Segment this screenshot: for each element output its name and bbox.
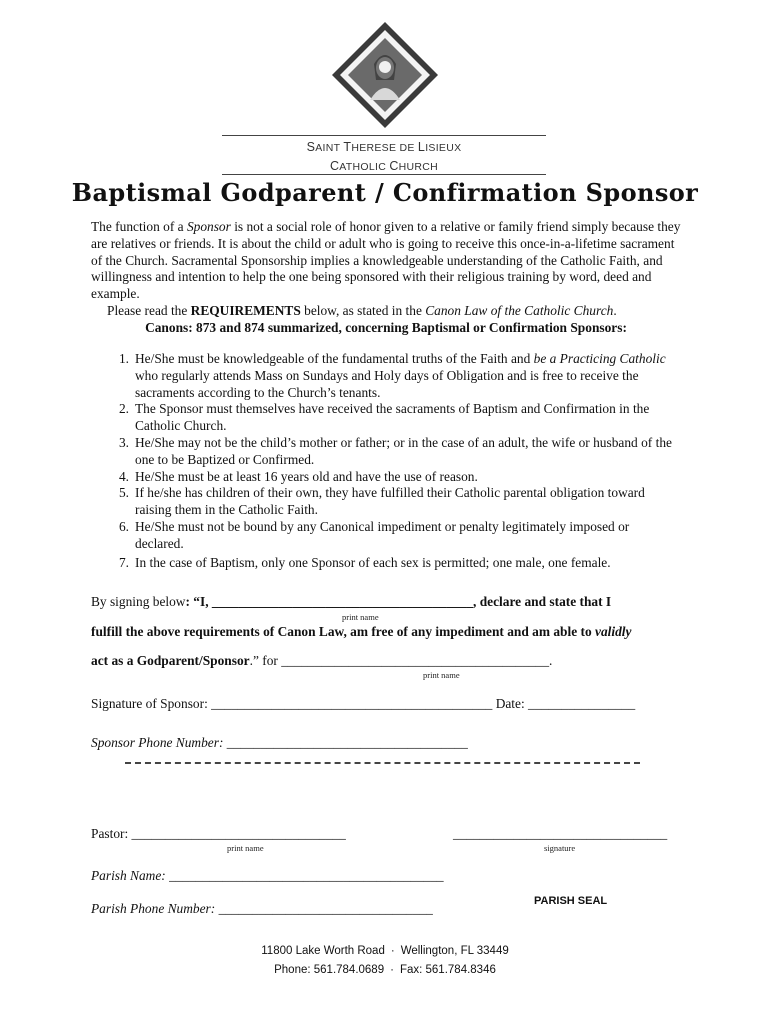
header-rule-top: [222, 135, 546, 136]
print-name-label-2: print name: [423, 670, 460, 680]
header-rule-bottom: [222, 174, 546, 175]
church-emblem-icon: [330, 20, 440, 130]
print-name-label: print name: [342, 612, 379, 622]
page-title: Baptismal Godparent / Confirmation Sponsor: [71, 178, 699, 207]
sponsor-signature-line: Signature of Sponsor: __________________________________________ Date: ________________: [91, 696, 636, 711]
canons-heading: Canons: 873 and 874 summarized, concerning Baptismal or Confirmation Sponsors:: [145, 320, 627, 335]
sponsor-phone-line: Sponsor Phone Number: ____________________________________: [91, 735, 468, 750]
parish-name-field[interactable]: _________________________________________: [169, 868, 444, 883]
list-item: 2. The Sponsor must themselves have received the sacraments of Baptism and Confirmation in the Catholic Church.: [118, 401, 650, 434]
godchild-name-field[interactable]: ________________________________________: [281, 653, 550, 668]
list-item: 6. He/She must not be bound by any Canonical impediment or penalty legitimately imposed or declared.: [118, 518, 630, 551]
list-item: 1. He/She must be knowledgeable of the fundamental truths of the Faith and be a Practicing Catholic who regularly attends Mass on Sundays and Holy days of Obligation and is free to receive the sacraments according to the Church’s tenants.: [118, 351, 666, 400]
requirements-list: [91, 351, 681, 571]
date-field[interactable]: ________________: [528, 696, 636, 711]
sponsor-signature-field[interactable]: __________________________________________: [211, 696, 493, 711]
pastor-signature-field[interactable]: ________________________________: [453, 826, 668, 841]
pastor-print-name-label: print name: [227, 843, 264, 853]
intro-paragraph: The function of a Sponsor is not a social role of honor given to a relative or family friend simply because they are relatives or friends. It is about the child or adult who is going to receive this once-in-a-lifetime sacrament of the Church. Sacramental Sponsorship implies a knowledgeable understanding of the Catholic Faith, and willingness and intention to help the one being sponsored with their religious training by word, deed and example.: [91, 219, 681, 302]
parish-phone-line: Parish Phone Number: ________________________________: [91, 901, 433, 916]
footer-address: 11800 Lake Worth Road · Wellington, FL 33449: [261, 945, 509, 957]
declaration-line2: fulfill the above requirements of Canon Law, am free of any impediment and am able to validly: [91, 624, 632, 639]
church-name-line2: CATHOLIC CHURCH: [329, 159, 439, 173]
cut-line-divider: [125, 762, 640, 764]
footer-phone: Phone: 561.784.0689 · Fax: 561.784.8346: [274, 964, 496, 976]
list-item: 5. If he/she has children of their own, they have fulfilled their Catholic parental obligation toward raising them in the Catholic Faith.: [118, 485, 645, 518]
church-name-line1: SAINT THERESE DE LISIEUX: [306, 140, 462, 154]
church-logo: [330, 20, 440, 130]
pastor-line: Pastor: ________________________________: [91, 826, 346, 841]
parish-seal-label: PARISH SEAL: [534, 895, 608, 907]
parish-name-line: Parish Name: _________________________________________: [91, 868, 444, 883]
sponsor-phone-field[interactable]: ____________________________________: [226, 735, 468, 750]
read-requirements-line: Please read the REQUIREMENTS below, as stated in the Canon Law of the Catholic Church.: [107, 303, 617, 318]
list-item: 4. He/She must be at least 16 years old and have the use of reason.: [118, 468, 478, 484]
list-item: 7. In the case of Baptism, only one Sponsor of each sex is permitted; one male, one female.: [118, 554, 611, 570]
pastor-name-field[interactable]: ________________________________: [131, 826, 346, 841]
declaration-line3: act as a Godparent/Sponsor.” for ________________________________________.: [91, 653, 553, 668]
declaration-line1: By signing below: “I, _______________________________________, declare and state that I: [91, 594, 612, 609]
parish-phone-field[interactable]: ________________________________: [218, 901, 433, 916]
declaration-name-field[interactable]: _______________________________________: [211, 594, 474, 609]
list-item: 3. He/She may not be the child’s mother or father; or in the case of an adult, the wife or husband of the one to be Baptized or Confirmed.: [118, 434, 672, 467]
pastor-signature-label: signature: [544, 843, 576, 853]
